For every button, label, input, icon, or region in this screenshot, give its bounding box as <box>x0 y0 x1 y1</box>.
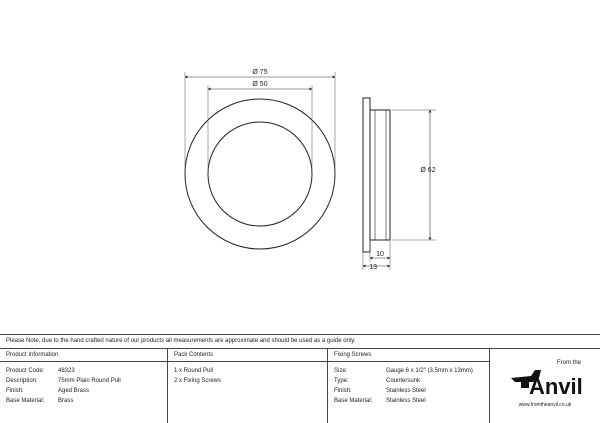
disclaimer-note: Please Note, due to the hand crafted nature of our products all measurements are approximate and should be used as a guide only. <box>0 334 600 348</box>
product-info-row: Base Material: Brass <box>6 398 74 404</box>
from-the-anvil-logo <box>495 352 595 418</box>
logo-url: www.fromtheanvil.co.uk <box>518 402 572 408</box>
product-info-row: Product Code: 48323 <box>6 368 75 374</box>
pack-contents-row: 2 x Fixing Screws <box>174 378 222 384</box>
pack-contents-header: Pack Contents <box>168 349 327 362</box>
dim-label-outer: Ø 75 <box>252 69 268 76</box>
fixing-screws-column <box>328 349 490 423</box>
product-info-header: Product Information <box>0 349 167 362</box>
fixing-screws-row: Type: Countersunk <box>334 378 421 384</box>
product-info-column <box>0 349 168 423</box>
dim-label-depth-10: 10 <box>376 251 384 258</box>
side-body <box>370 110 390 240</box>
fixing-screws-row: Finish: Stainless Steel <box>334 388 426 394</box>
logo-tagline: From the <box>557 360 582 366</box>
fixing-screws-header: Fixing Screws <box>328 349 489 362</box>
logo-brand: Anvil <box>529 374 583 399</box>
product-info-row: Finish: Aged Brass <box>6 388 90 394</box>
side-view <box>363 98 436 271</box>
inner-ring <box>208 122 312 226</box>
dim-label-depth-13: 13 <box>369 264 377 271</box>
fixing-screws-row: Base Material: Stainless Steel <box>334 398 426 404</box>
product-info-row: Description: 75mm Plain Round Pull <box>6 378 121 384</box>
pack-contents-column <box>168 349 328 423</box>
dim-label-height: Ø 62 <box>420 167 436 174</box>
pack-contents-row: 1 x Round Pull <box>174 368 214 374</box>
fixing-screws-row: Size: Gauge 6 x 1/2" (3.5mm x 13mm) <box>334 368 473 374</box>
front-view <box>185 69 335 249</box>
side-flange <box>363 98 370 252</box>
dim-label-inner: Ø 50 <box>252 81 268 88</box>
